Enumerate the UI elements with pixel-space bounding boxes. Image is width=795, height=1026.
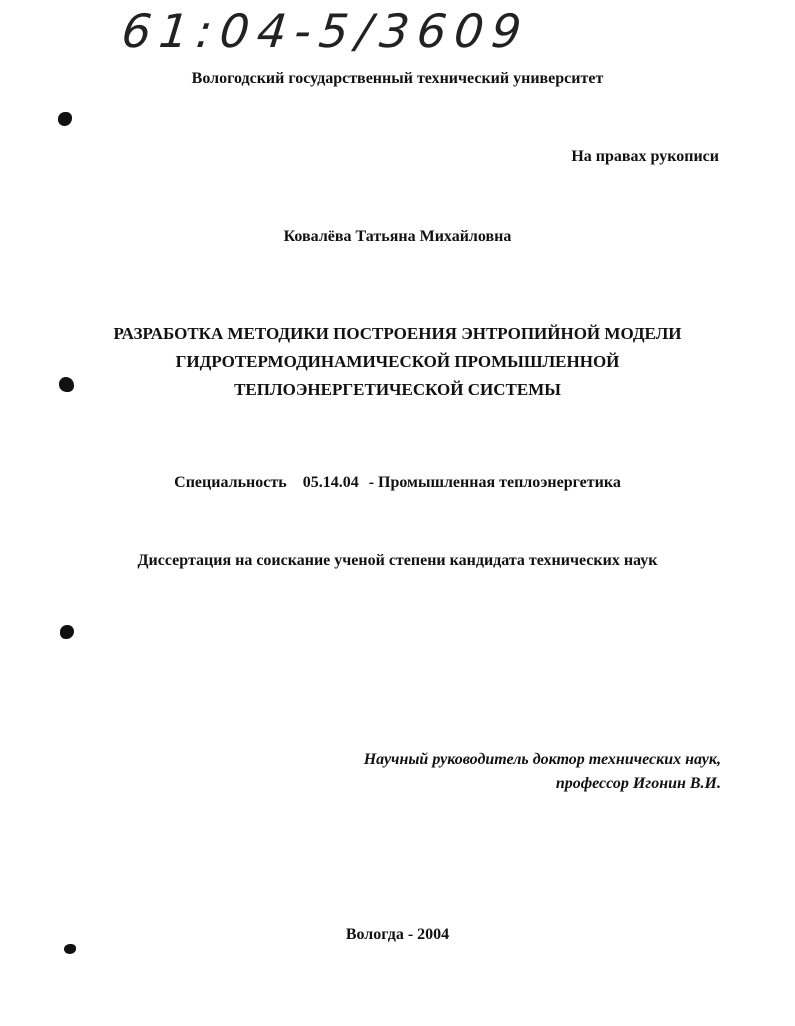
author-name: Ковалёва Татьяна Михайловна [283,228,512,245]
specialty [0,474,795,492]
scientific-advisor [364,748,721,796]
specialty-name: - Промышленная теплоэнергетика [368,474,621,491]
manuscript-rights-note: На правах рукописи [571,148,719,165]
advisor-line-1: Научный руководитель доктор технических наук, [363,751,721,768]
title-line-1: РАЗРАБОТКА МЕТОДИКИ ПОСТРОЕНИЯ ЭНТРОПИЙНОЙ МОДЕЛИ [113,324,682,343]
advisor-line-2: профессор Игонин В.И. [555,775,721,792]
dissertation-degree: Диссертация на соискание ученой степени кандидата технических наук [137,552,658,569]
specialty-label: Специальность [174,474,287,491]
punch-hole-mark-4 [64,944,76,954]
punch-hole-mark-3 [60,625,74,639]
punch-hole-mark-2 [59,377,74,392]
university-name: Вологодский государственный технический университет [191,70,604,87]
title-line-3: ТЕПЛОЭНЕРГЕТИЧЕСКОЙ СИСТЕМЫ [234,380,561,399]
place-and-year: Вологда - 2004 [345,926,450,943]
title-line-2: ГИДРОТЕРМОДИНАМИЧЕСКОЙ ПРОМЫШЛЕННОЙ [175,352,620,371]
dissertation-title [0,320,795,404]
punch-hole-mark-1 [58,112,72,126]
specialty-code: 05.14.04 [302,474,359,491]
archive-code-handwritten: 61:04-5/3609 [119,4,532,58]
